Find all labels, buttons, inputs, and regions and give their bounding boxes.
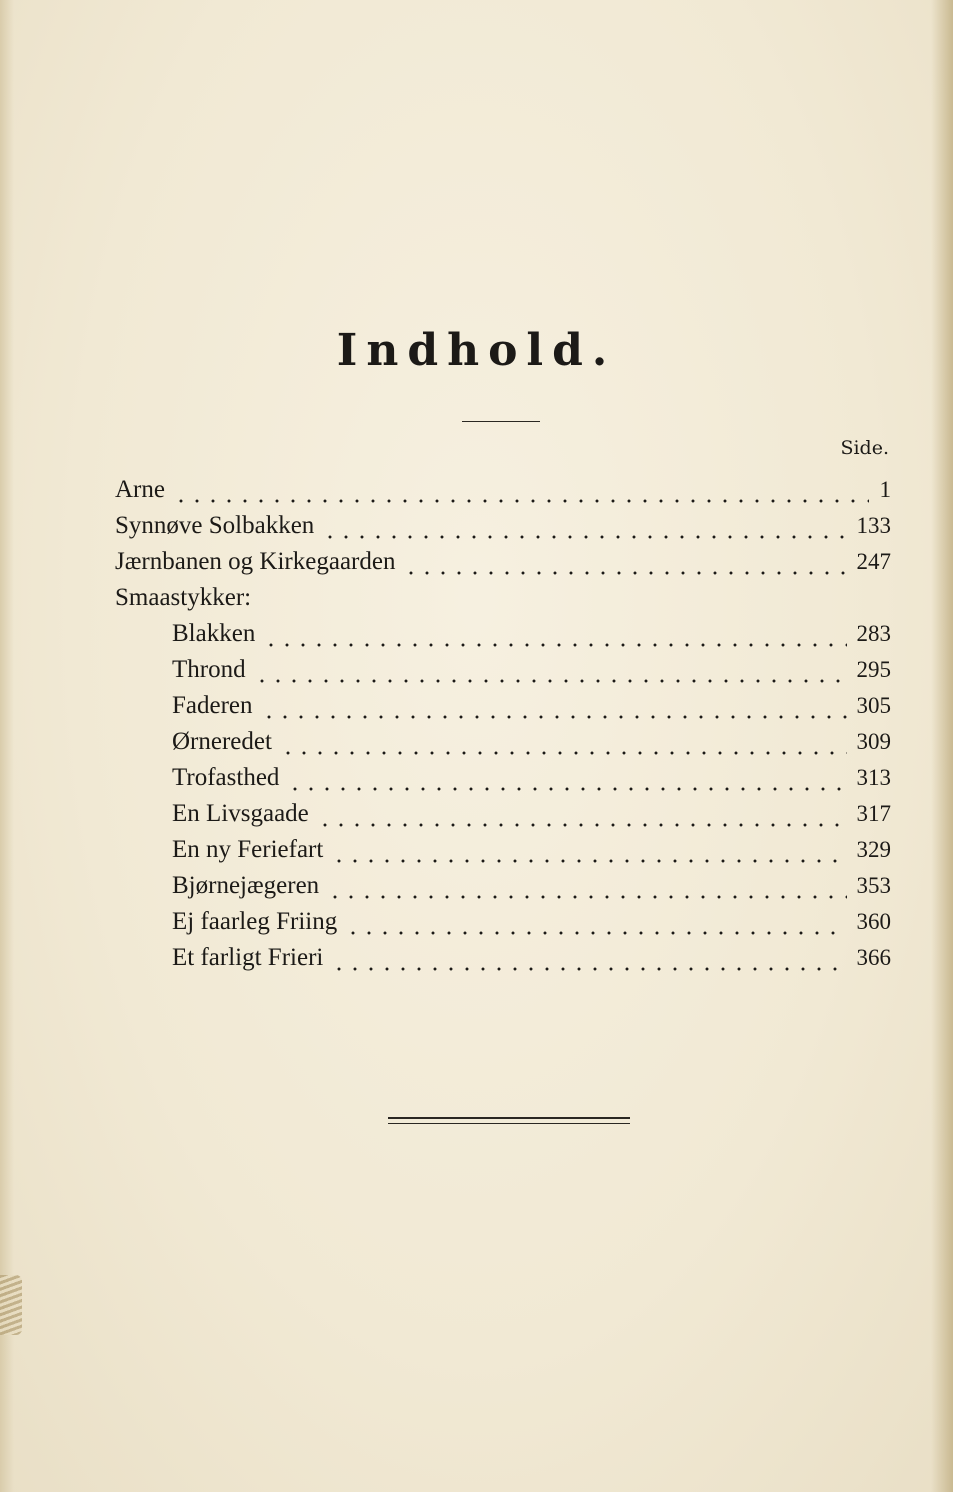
toc-entry-title: Ørneredet: [172, 728, 272, 755]
toc-leader-dots: [280, 726, 847, 758]
toc-entry-page: 309: [856, 729, 891, 754]
toc-entry-title: Jærnbanen og Kirkegaarden: [115, 548, 396, 575]
toc-entry-title: Bjørnejægeren: [172, 872, 320, 899]
toc-entry-title: Faderen: [172, 692, 253, 719]
toc-entry-title: Thrond: [172, 656, 246, 683]
toc-entry-bjornejaegeren: [172, 870, 891, 902]
toc-entry-page: 295: [856, 657, 891, 682]
toc-leader-dots: [403, 546, 846, 578]
toc-entry-page: 247: [856, 549, 891, 574]
toc-entry-trofasthed: [172, 762, 891, 794]
toc-entry-orneredet: [172, 726, 891, 758]
toc-entry-blakken: [172, 618, 891, 650]
toc-entry-page: 366: [856, 945, 891, 970]
toc-leader-dots: [254, 654, 847, 686]
toc-entry-title: En Livsgaade: [172, 800, 309, 827]
toc-entry-page: 317: [856, 801, 891, 826]
toc-entry-arne: [115, 474, 891, 506]
toc-leader-dots: [331, 834, 846, 866]
toc-entry-en-ny-feriefart: [172, 834, 891, 866]
toc-entry-page: 353: [856, 873, 891, 898]
toc-entry-title: Arne: [115, 476, 165, 503]
toc-leader-dots: [317, 798, 847, 830]
toc-leader-dots: [345, 906, 846, 938]
toc-entry-title: En ny Feriefart: [172, 836, 324, 863]
toc-entry-page: 283: [856, 621, 891, 646]
toc-leader-dots: [263, 618, 846, 650]
toc-entry-page: 1: [879, 477, 891, 502]
toc-entry-page: 133: [856, 513, 891, 538]
toc-entry-page: 329: [856, 837, 891, 862]
toc-entry-jaernbanen: [115, 546, 891, 578]
toc-section-title: Smaastykker:: [115, 584, 252, 611]
toc-section-smaastykker: [115, 582, 891, 614]
toc-entry-title: Trofasthed: [172, 764, 280, 791]
toc-leader-dots: [331, 942, 846, 974]
toc-entry-title: Et farligt Frieri: [172, 944, 324, 971]
end-double-rule: [388, 1117, 630, 1124]
toc-leader-dots: [173, 474, 869, 506]
toc-entry-synnove-solbakken: [115, 510, 891, 542]
page-column-label: Side.: [840, 437, 889, 459]
toc-leader-dots: [287, 762, 846, 794]
toc-entry-thrond: [172, 654, 891, 686]
toc-entry-et-farligt-frieri: [172, 942, 891, 974]
toc-leader-dots: [327, 870, 846, 902]
toc-leader-dots: [322, 510, 846, 542]
toc-entry-page: 313: [856, 765, 891, 790]
toc-entry-title: Synnøve Solbakken: [115, 512, 315, 539]
toc-entry-page: 305: [856, 693, 891, 718]
toc-entry-title: Ej faarleg Friing: [172, 908, 338, 935]
page-title: Indhold.: [336, 325, 617, 376]
toc-entry-ej-faarleg-friing: [172, 906, 891, 938]
toc-entry-page: 360: [856, 909, 891, 934]
toc-entry-en-livsgaade: [172, 798, 891, 830]
toc-entry-title: Blakken: [172, 620, 256, 647]
toc-entry-faderen: [172, 690, 891, 722]
toc-leader-dots: [261, 690, 847, 722]
